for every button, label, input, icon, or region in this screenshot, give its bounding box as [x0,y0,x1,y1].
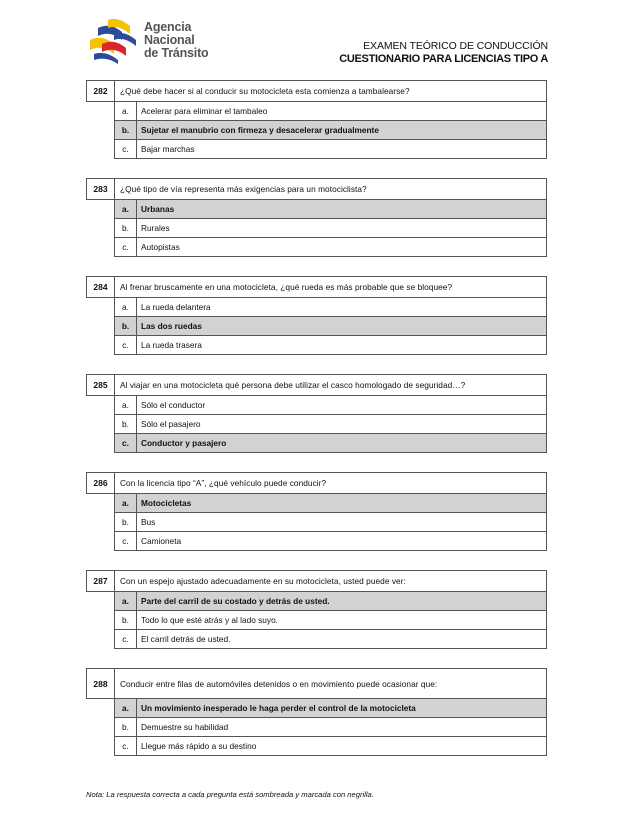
option-row [115,737,546,756]
question-header [86,668,547,699]
option-list [114,699,547,756]
question-block [86,668,547,756]
option-row [115,219,546,238]
option-row-correct [115,494,546,513]
question-text: ¿Qué debe hacer si al conducir su motocicleta esta comienza a tambalearse? [120,86,410,96]
option-row [115,611,546,630]
question-text: Con un espejo ajustado adecuadamente en su motocicleta, usted puede ver: [120,576,406,586]
question-header [86,570,547,592]
option-row [115,513,546,532]
option-text: La rueda delantera [141,302,211,312]
option-list [114,200,547,257]
option-letter: c. [115,630,137,648]
option-row [115,298,546,317]
question-number: 288 [87,669,115,698]
option-letter: b. [115,718,137,736]
question-text: ¿Qué tipo de vía representa más exigencias para un motociclista? [120,184,367,194]
logo-line-2: Nacional [144,33,195,47]
option-letter: c. [115,238,137,256]
option-row-correct [115,200,546,219]
option-row-correct [115,317,546,336]
question-text: Al frenar bruscamente en una motocicleta, ¿qué rueda es más probable que se bloquee? [120,282,453,292]
question-number: 284 [87,277,115,297]
agency-logo [88,14,238,66]
logo-line-1: Agencia [144,20,192,34]
option-row-correct [115,434,546,453]
option-text: Demuestre su habilidad [141,722,229,732]
page-header [0,0,638,80]
option-text: Urbanas [141,204,175,214]
question-header [86,472,547,494]
option-row [115,140,546,159]
option-text: Parte del carril de su costado y detrás de usted. [141,596,330,606]
option-text: Bus [141,517,156,527]
question-number: 282 [87,81,115,101]
option-row [115,102,546,121]
option-text: Sujetar el manubrio con firmeza y desacelerar gradualmente [141,125,379,135]
question-header [86,178,547,200]
question-block [86,570,547,649]
option-letter: b. [115,317,137,335]
question-number: 287 [87,571,115,591]
option-text: Rurales [141,223,170,233]
option-row [115,630,546,649]
footnote: Nota: La respuesta correcta a cada pregunta está sombreada y marcada con negrilla. [86,790,374,799]
question-block [86,472,547,551]
option-list [114,494,547,551]
question-header [86,374,547,396]
option-letter: a. [115,592,137,610]
option-row-correct [115,699,546,718]
option-letter: a. [115,494,137,512]
question-number: 285 [87,375,115,395]
option-list [114,102,547,159]
question-number: 286 [87,473,115,493]
option-letter: a. [115,699,137,717]
option-text: Las dos ruedas [141,321,202,331]
option-letter: a. [115,396,137,414]
option-text: Conductor y pasajero [141,438,227,448]
option-letter: c. [115,336,137,354]
exam-subtitle: CUESTIONARIO PARA LICENCIAS TIPO A [339,53,548,65]
agency-logo-text [144,21,208,60]
option-text: Un movimiento inesperado le haga perder el control de la motocicleta [141,703,416,713]
option-text: La rueda trasera [141,340,202,350]
option-row-correct [115,592,546,611]
option-list [114,592,547,649]
option-letter: c. [115,737,137,755]
option-text: Motocicletas [141,498,192,508]
option-row [115,336,546,355]
option-text: Autopistas [141,242,180,252]
question-block [86,80,547,159]
option-letter: a. [115,298,137,316]
option-text: Camioneta [141,536,182,546]
option-text: Acelerar para eliminar el tambaleo [141,106,268,116]
option-letter: a. [115,102,137,120]
option-list [114,396,547,453]
option-letter: c. [115,434,137,452]
question-list [86,80,547,775]
option-text: El carril detrás de usted. [141,634,231,644]
question-text: Conducir entre filas de automóviles detenidos o en movimiento puede ocasionar que: [120,678,438,689]
option-row-correct [115,121,546,140]
option-row [115,718,546,737]
option-letter: c. [115,140,137,158]
option-letter: b. [115,415,137,433]
option-row [115,396,546,415]
option-row [115,238,546,257]
logo-line-3: de Tránsito [144,46,209,60]
question-block [86,178,547,257]
question-block [86,374,547,453]
option-text: Sólo el conductor [141,400,206,410]
question-header [86,80,547,102]
question-block [86,276,547,355]
question-text: Al viajar en una motocicleta qué persona debe utilizar el casco homologado de seguridad…? [120,380,466,390]
agency-logo-icon [88,14,140,66]
option-letter: b. [115,219,137,237]
option-text: Llegue más rápido a su destino [141,741,257,751]
option-letter: b. [115,611,137,629]
question-header [86,276,547,298]
question-number: 283 [87,179,115,199]
option-letter: c. [115,532,137,550]
option-letter: a. [115,200,137,218]
option-text: Sólo el pasajero [141,419,201,429]
option-list [114,298,547,355]
option-text: Todo lo que esté atrás y al lado suyo. [141,615,278,625]
exam-title: EXAMEN TEÓRICO DE CONDUCCIÓN [363,40,548,52]
question-text: Con la licencia tipo “A”, ¿qué vehículo puede conducir? [120,478,327,488]
option-row [115,532,546,551]
option-letter: b. [115,513,137,531]
option-letter: b. [115,121,137,139]
option-text: Bajar marchas [141,144,195,154]
option-row [115,415,546,434]
